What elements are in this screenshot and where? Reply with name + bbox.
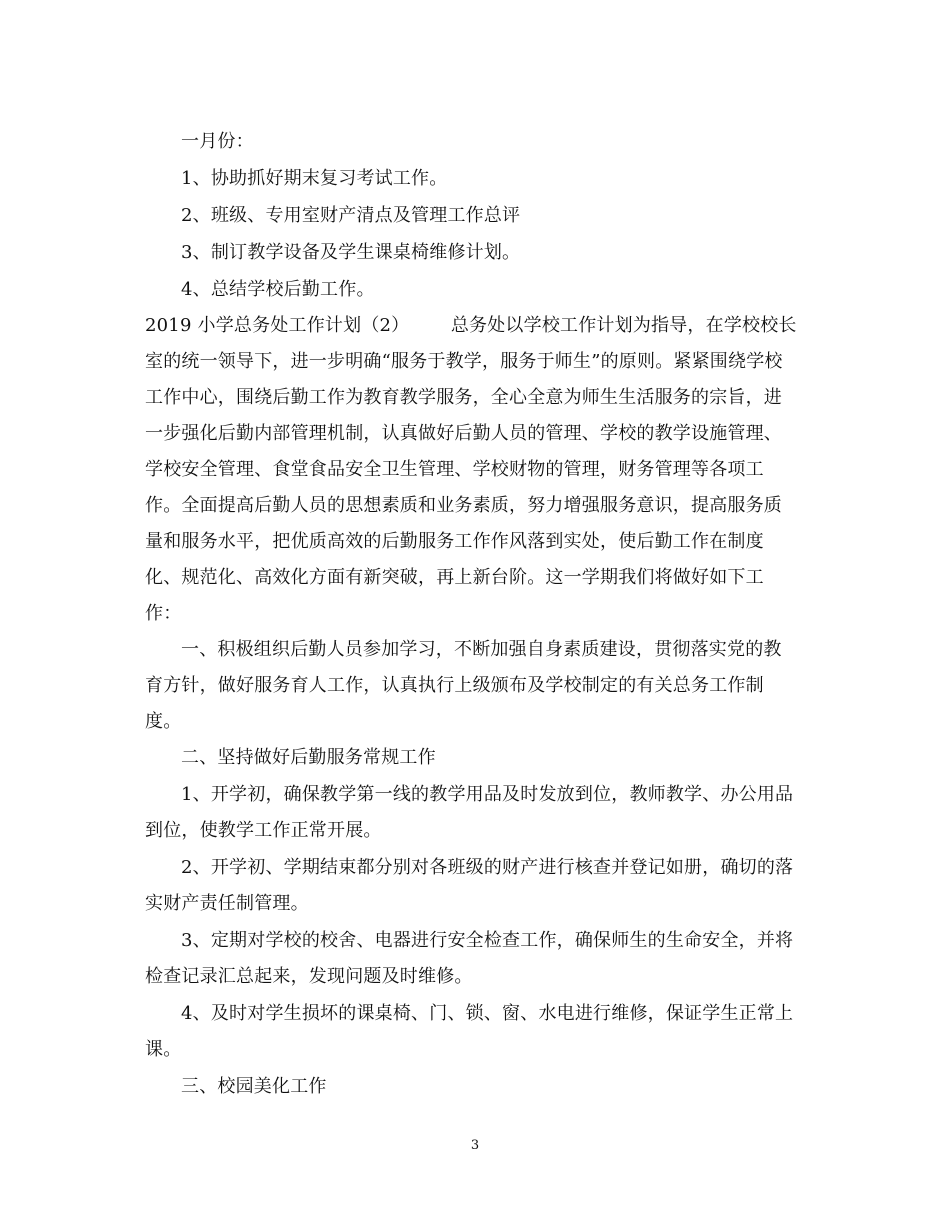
text-line: 一、积极组织后勤人员参加学习，不断加强自身素质建设，贯彻落实党的教 bbox=[181, 639, 782, 660]
text-line: 量和服务水平，把优质高效的后勤服务工作作风落到实处，使后勤工作在制度 bbox=[145, 531, 764, 552]
text-line: 3、定期对学校的校舍、电器进行安全检查工作，确保师生的生命安全，并将 bbox=[181, 930, 794, 951]
text-line: 2019 小学总务处工作计划（2） 总务处以学校工作计划为指导，在学校校长 bbox=[145, 315, 797, 336]
text-line: 4、及时对学生损坏的课桌椅、门、锁、窗、水电进行维修，保证学生正常上 bbox=[181, 1003, 794, 1024]
text-line: 室的统一领导下，进一步明确“服务于教学，服务于师生”的原则。紧紧围绕学校 bbox=[145, 351, 783, 372]
text-line: 课。 bbox=[145, 1039, 182, 1060]
text-line: 三、校园美化工作 bbox=[181, 1076, 327, 1097]
text-line: 2、开学初、学期结束都分别对各班级的财产进行核查并登记如册，确切的落 bbox=[181, 857, 794, 878]
text-line: 1、协助抓好期末复习考试工作。 bbox=[181, 168, 448, 189]
text-line: 4、总结学校后勤工作。 bbox=[181, 279, 375, 300]
text-line: 检查记录汇总起来，发现问题及时维修。 bbox=[145, 966, 473, 987]
text-line: 学校安全管理、食堂食品安全卫生管理、学校财物的管理，财务管理等各项工 bbox=[145, 459, 764, 480]
text-line: 实财产责任制管理。 bbox=[145, 893, 309, 914]
text-line: 到位，使教学工作正常开展。 bbox=[145, 820, 382, 841]
text-line: 度。 bbox=[145, 711, 182, 732]
text-line: 工作中心，围绕后勤工作为教育教学服务，全心全意为师生生活服务的宗旨，进 bbox=[145, 387, 782, 408]
text-line: 作。全面提高后勤人员的思想素质和业务素质，努力增强服务意识，提高服务质 bbox=[145, 495, 782, 516]
text-line: 1、开学初，确保教学第一线的教学用品及时发放到位，教师教学、办公用品 bbox=[181, 784, 794, 805]
text-line: 一步强化后勤内部管理机制，认真做好后勤人员的管理、学校的教学设施管理、 bbox=[145, 423, 782, 444]
text-line: 作： bbox=[145, 603, 182, 624]
page-number: 3 bbox=[470, 1138, 480, 1153]
text-line: 化、规范化、高效化方面有新突破，再上新台阶。这一学期我们将做好如下工 bbox=[145, 567, 764, 588]
text-line: 二、坚持做好后勤服务常规工作 bbox=[181, 747, 436, 768]
text-line: 育方针，做好服务育人工作，认真执行上级颁布及学校制定的有关总务工作制 bbox=[145, 675, 764, 696]
text-line: 3、制订教学设备及学生课桌椅维修计划。 bbox=[181, 242, 521, 263]
text-line: 一月份： bbox=[181, 131, 254, 152]
text-line: 2、班级、专用室财产清点及管理工作总评 bbox=[181, 205, 521, 226]
